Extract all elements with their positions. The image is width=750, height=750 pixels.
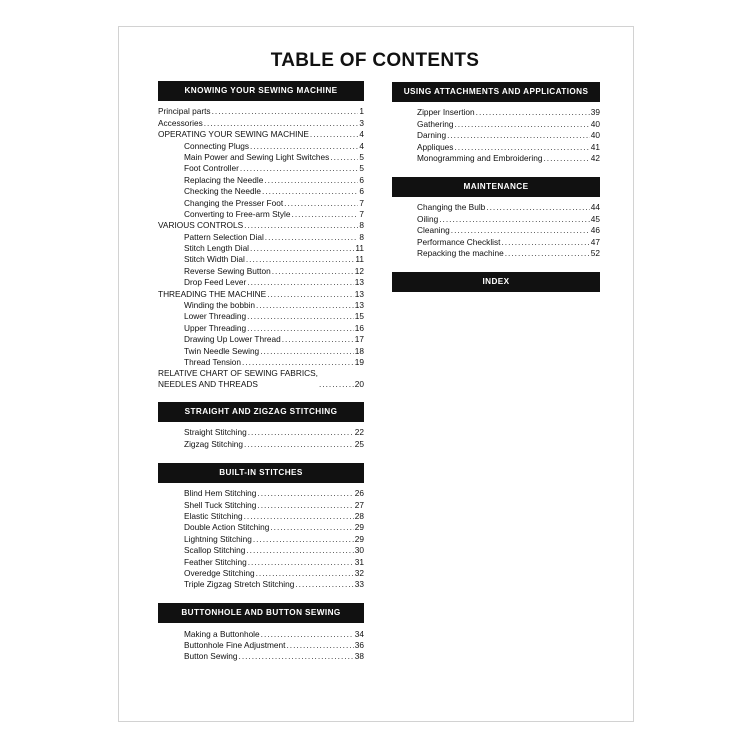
toc-entry-page-number: 1 (359, 106, 364, 117)
toc-entry-label: Blind Hem Stitching (184, 488, 257, 499)
dot-leader (454, 142, 589, 153)
toc-entry[interactable] (158, 186, 364, 197)
toc-entry-label: Stitch Length Dial (184, 243, 250, 254)
toc-entry-page-number: 22 (354, 427, 364, 438)
toc-entry-label: Cleaning (417, 225, 450, 236)
toc-entry-label: Changing the Bulb (417, 202, 486, 213)
toc-entry[interactable] (158, 628, 364, 639)
toc-section-knowing-your-sewing-machine (158, 81, 364, 390)
dot-leader (264, 175, 358, 186)
toc-entry-page-number: 27 (354, 499, 364, 510)
toc-entry-label: Scallop Stitching (184, 545, 246, 556)
dot-leader (240, 163, 359, 174)
dot-leader (501, 237, 589, 248)
toc-entry[interactable] (158, 265, 364, 276)
toc-entry[interactable] (158, 488, 364, 499)
toc-entry-page-number: 26 (354, 488, 364, 499)
toc-entry-list (158, 422, 364, 450)
dot-leader (244, 511, 354, 522)
toc-entry-list (392, 102, 600, 164)
toc-entry[interactable] (392, 225, 600, 236)
toc-entry-page-number: 6 (359, 174, 364, 185)
toc-entry-page-number: 6 (359, 186, 364, 197)
toc-entry-page-number: 11 (355, 254, 364, 265)
toc-entry-label: Straight Stitching (184, 427, 247, 438)
toc-entry-label: Twin Needle Sewing (184, 345, 260, 356)
dot-leader (246, 254, 355, 265)
dot-leader (257, 500, 353, 511)
toc-entry[interactable] (392, 118, 600, 129)
toc-section-buttonhole-and-button-sewing (158, 603, 364, 662)
dot-leader (272, 266, 354, 277)
toc-entry-page-number: 12 (354, 265, 364, 276)
toc-entry[interactable] (158, 522, 364, 533)
toc-entry-page-number: 13 (354, 300, 364, 311)
dot-leader (261, 629, 354, 640)
dot-leader (250, 141, 358, 152)
toc-entry[interactable] (392, 141, 600, 152)
toc-entry[interactable] (158, 140, 364, 151)
toc-entry[interactable] (392, 236, 600, 247)
toc-entry[interactable] (158, 334, 364, 345)
toc-entry-page-number: 32 (354, 567, 364, 578)
dot-leader (212, 106, 359, 117)
toc-entry-label: Triple Zigzag Stretch Stitching (184, 579, 295, 590)
toc-entry-list (158, 483, 364, 591)
toc-entry-page-number: 19 (354, 356, 364, 367)
toc-entry[interactable] (158, 129, 364, 140)
toc-entry[interactable] (158, 427, 364, 438)
toc-entry-page-number: 28 (354, 510, 364, 521)
toc-entry-page-number: 29 (354, 533, 364, 544)
toc-section-index (392, 272, 600, 292)
dot-leader (447, 130, 590, 141)
dot-leader (253, 534, 354, 545)
dot-leader (248, 557, 354, 568)
toc-entry[interactable] (158, 357, 364, 368)
dot-leader (246, 545, 353, 556)
toc-entry-label: Pattern Selection Dial (184, 231, 264, 242)
toc-entry-label: Drawing Up Lower Thread (184, 334, 281, 345)
toc-entry-page-number: 38 (354, 651, 364, 662)
toc-entry-page-number: 13 (354, 288, 364, 299)
toc-entry-page-number: 40 (590, 118, 600, 129)
toc-entry[interactable] (392, 153, 600, 164)
toc-entry[interactable] (392, 107, 600, 118)
toc-entry-label: Repacking the machine (417, 247, 504, 258)
toc-entry-page-number: 20 (354, 378, 364, 389)
dot-leader (295, 579, 353, 590)
section-heading: STRAIGHT AND ZIGZAG STITCHING (158, 402, 364, 422)
toc-entry-label: Replacing the Needle (184, 174, 264, 185)
dot-leader (284, 198, 358, 209)
toc-entry[interactable] (392, 130, 600, 141)
dot-leader (257, 488, 353, 499)
toc-entry-label: Making a Buttonhole (184, 628, 260, 639)
dot-leader (282, 334, 354, 345)
dot-leader (505, 248, 590, 259)
dot-leader (319, 379, 354, 390)
toc-entry-label: Zipper Insertion (417, 107, 475, 118)
toc-entry-label: Oiling (417, 213, 439, 224)
section-heading: MAINTENANCE (392, 177, 600, 197)
dot-leader (267, 289, 354, 300)
toc-entry[interactable] (158, 243, 364, 254)
toc-entry-label: THREADING THE MACHINE (158, 288, 267, 299)
toc-entry-page-number: 44 (590, 202, 600, 213)
toc-entry-label: Appliques (417, 141, 454, 152)
toc-entry[interactable] (158, 311, 364, 322)
toc-entry-page-number: 7 (359, 208, 364, 219)
toc-entry-label: Winding the bobbin (184, 300, 256, 311)
dot-leader (204, 118, 359, 129)
toc-entry-page-number: 17 (354, 334, 364, 345)
dot-leader (247, 277, 354, 288)
toc-entry[interactable] (158, 231, 364, 242)
dot-leader (286, 640, 353, 651)
toc-entry-page-number: 29 (354, 522, 364, 533)
dot-leader (439, 214, 590, 225)
toc-entry[interactable] (158, 117, 364, 128)
toc-entry-list (158, 101, 364, 390)
toc-entry-label: Connecting Plugs (184, 140, 250, 151)
toc-entry-label: RELATIVE CHART OF SEWING FABRICS, NEEDLES AND THREADS (158, 367, 318, 389)
toc-entry-label: Double Action Stitching (184, 522, 270, 533)
toc-section-maintenance (392, 177, 600, 259)
toc-entry-label: Converting to Free-arm Style (184, 208, 291, 219)
toc-entry[interactable] (158, 209, 364, 220)
toc-entry-page-number: 15 (354, 311, 364, 322)
toc-entry[interactable] (158, 511, 364, 522)
toc-entry-page-number: 4 (359, 140, 364, 151)
toc-entry-page-number: 8 (359, 231, 364, 242)
dot-leader (247, 323, 354, 334)
toc-entry-label: Buttonhole Fine Adjustment (184, 640, 286, 651)
toc-entry-label: Button Sewing (184, 651, 238, 662)
dot-leader (292, 209, 359, 220)
toc-entry-page-number: 7 (359, 197, 364, 208)
dot-leader (242, 357, 354, 368)
toc-entry-label: Drop Feed Lever (184, 277, 247, 288)
toc-entry[interactable] (158, 254, 364, 265)
toc-entry-page-number: 41 (590, 141, 600, 152)
toc-entry-label: Stitch Width Dial (184, 254, 245, 265)
toc-entry-page-number: 36 (354, 640, 364, 651)
dot-leader (244, 439, 354, 450)
toc-entry-label: Overedge Stitching (184, 567, 255, 578)
toc-entry-page-number: 4 (359, 129, 364, 140)
toc-entry[interactable] (158, 106, 364, 117)
toc-entry[interactable] (158, 499, 364, 510)
toc-entry[interactable] (392, 213, 600, 224)
toc-entry-page-number: 25 (354, 438, 364, 449)
dot-leader (310, 129, 358, 140)
dot-leader (250, 243, 354, 254)
section-heading: KNOWING YOUR SEWING MACHINE (158, 81, 364, 101)
toc-entry-label: Feather Stitching (184, 556, 247, 567)
toc-entry-page-number: 40 (590, 130, 600, 141)
toc-entry[interactable] (158, 288, 364, 299)
toc-entry-page-number: 5 (359, 163, 364, 174)
toc-entry-label: Monogramming and Embroidering (417, 152, 543, 163)
dot-leader (260, 346, 354, 357)
toc-entry[interactable] (158, 322, 364, 333)
toc-entry-label: Principal parts (158, 106, 211, 117)
dot-leader (543, 153, 589, 164)
toc-entry[interactable] (158, 438, 364, 449)
dot-leader (270, 522, 353, 533)
toc-entry[interactable] (158, 533, 364, 544)
dot-leader (476, 107, 590, 118)
dot-leader (248, 427, 354, 438)
toc-entry-label: Zigzag Stitching (184, 438, 244, 449)
toc-entry-label: Shell Tuck Stitching (184, 499, 257, 510)
toc-entry[interactable] (158, 579, 364, 590)
toc-entry-page-number: 30 (354, 545, 364, 556)
dot-leader (265, 232, 359, 243)
toc-entry-label: Changing the Presser Foot (184, 197, 284, 208)
toc-entry[interactable] (158, 152, 364, 163)
toc-entry-label: Reverse Sewing Button (184, 265, 271, 276)
dot-leader (244, 220, 358, 231)
toc-entry-label: Thread Tension (184, 356, 242, 367)
toc-entry[interactable] (158, 368, 364, 390)
page-title: TABLE OF CONTENTS (270, 50, 480, 71)
toc-entry-page-number: 46 (590, 225, 600, 236)
dot-leader (486, 202, 589, 213)
toc-entry-label: Gathering (417, 118, 454, 129)
toc-entry-page-number: 42 (590, 152, 600, 163)
dot-leader (454, 119, 589, 130)
toc-entry[interactable] (158, 545, 364, 556)
toc-entry-label: OPERATING YOUR SEWING MACHINE (158, 129, 309, 140)
toc-entry[interactable] (392, 248, 600, 259)
toc-entry-label: Main Power and Sewing Light Switches (184, 151, 330, 162)
toc-entry-page-number: 52 (590, 247, 600, 258)
section-heading: INDEX (392, 272, 600, 292)
dot-leader (247, 311, 354, 322)
toc-entry-page-number: 5 (359, 151, 364, 162)
toc-entry-label: Upper Threading (184, 322, 247, 333)
toc-section-built-in-stitches (158, 463, 364, 591)
toc-entry-page-number: 18 (354, 345, 364, 356)
section-heading: BUTTONHOLE AND BUTTON SEWING (158, 603, 364, 623)
toc-right-column (392, 82, 600, 292)
toc-entry[interactable] (158, 277, 364, 288)
dot-leader (262, 186, 358, 197)
toc-entry[interactable] (158, 556, 364, 567)
toc-entry[interactable] (158, 345, 364, 356)
toc-entry-label: VARIOUS CONTROLS (158, 220, 244, 231)
toc-entry[interactable] (158, 651, 364, 662)
toc-entry-page-number: 47 (590, 236, 600, 247)
section-heading: BUILT-IN STITCHES (158, 463, 364, 483)
toc-entry[interactable] (158, 300, 364, 311)
dot-leader (330, 152, 358, 163)
toc-entry[interactable] (158, 568, 364, 579)
dot-leader (256, 300, 354, 311)
toc-left-column (158, 81, 364, 662)
dot-leader (239, 651, 354, 662)
section-heading: USING ATTACHMENTS AND APPLICATIONS (392, 82, 600, 102)
toc-entry-page-number: 39 (590, 107, 600, 118)
toc-entry-label: Performance Checklist (417, 236, 501, 247)
dot-leader (256, 568, 354, 579)
toc-entry-page-number: 34 (354, 628, 364, 639)
toc-entry-page-number: 16 (354, 322, 364, 333)
dot-leader (451, 225, 590, 236)
toc-section-straight-and-zigzag-stitching (158, 402, 364, 450)
toc-entry-list (158, 623, 364, 662)
toc-entry-label: Foot Controller (184, 163, 239, 174)
toc-entry[interactable] (158, 197, 364, 208)
toc-entry-label: Checking the Needle (184, 186, 262, 197)
toc-entry-label: Lightning Stitching (184, 533, 252, 544)
toc-entry[interactable] (158, 174, 364, 185)
toc-entry[interactable] (158, 640, 364, 651)
toc-entry-label: Lower Threading (184, 311, 247, 322)
toc-entry[interactable] (158, 163, 364, 174)
toc-entry-list (392, 197, 600, 259)
toc-section-using-attachments-and-applications (392, 82, 600, 164)
toc-entry-page-number: 31 (354, 556, 364, 567)
toc-entry-page-number: 13 (354, 277, 364, 288)
toc-entry[interactable] (158, 220, 364, 231)
toc-entry-label: Accessories (158, 117, 203, 128)
toc-entry-page-number: 45 (590, 213, 600, 224)
toc-entry-page-number: 33 (354, 579, 364, 590)
toc-entry-page-number: 3 (359, 117, 364, 128)
toc-entry-page-number: 8 (359, 220, 364, 231)
toc-entry-label: Elastic Stitching (184, 510, 243, 521)
toc-entry-page-number: 11 (355, 243, 364, 254)
toc-entry-label: Darning (417, 130, 447, 141)
toc-entry[interactable] (392, 202, 600, 213)
